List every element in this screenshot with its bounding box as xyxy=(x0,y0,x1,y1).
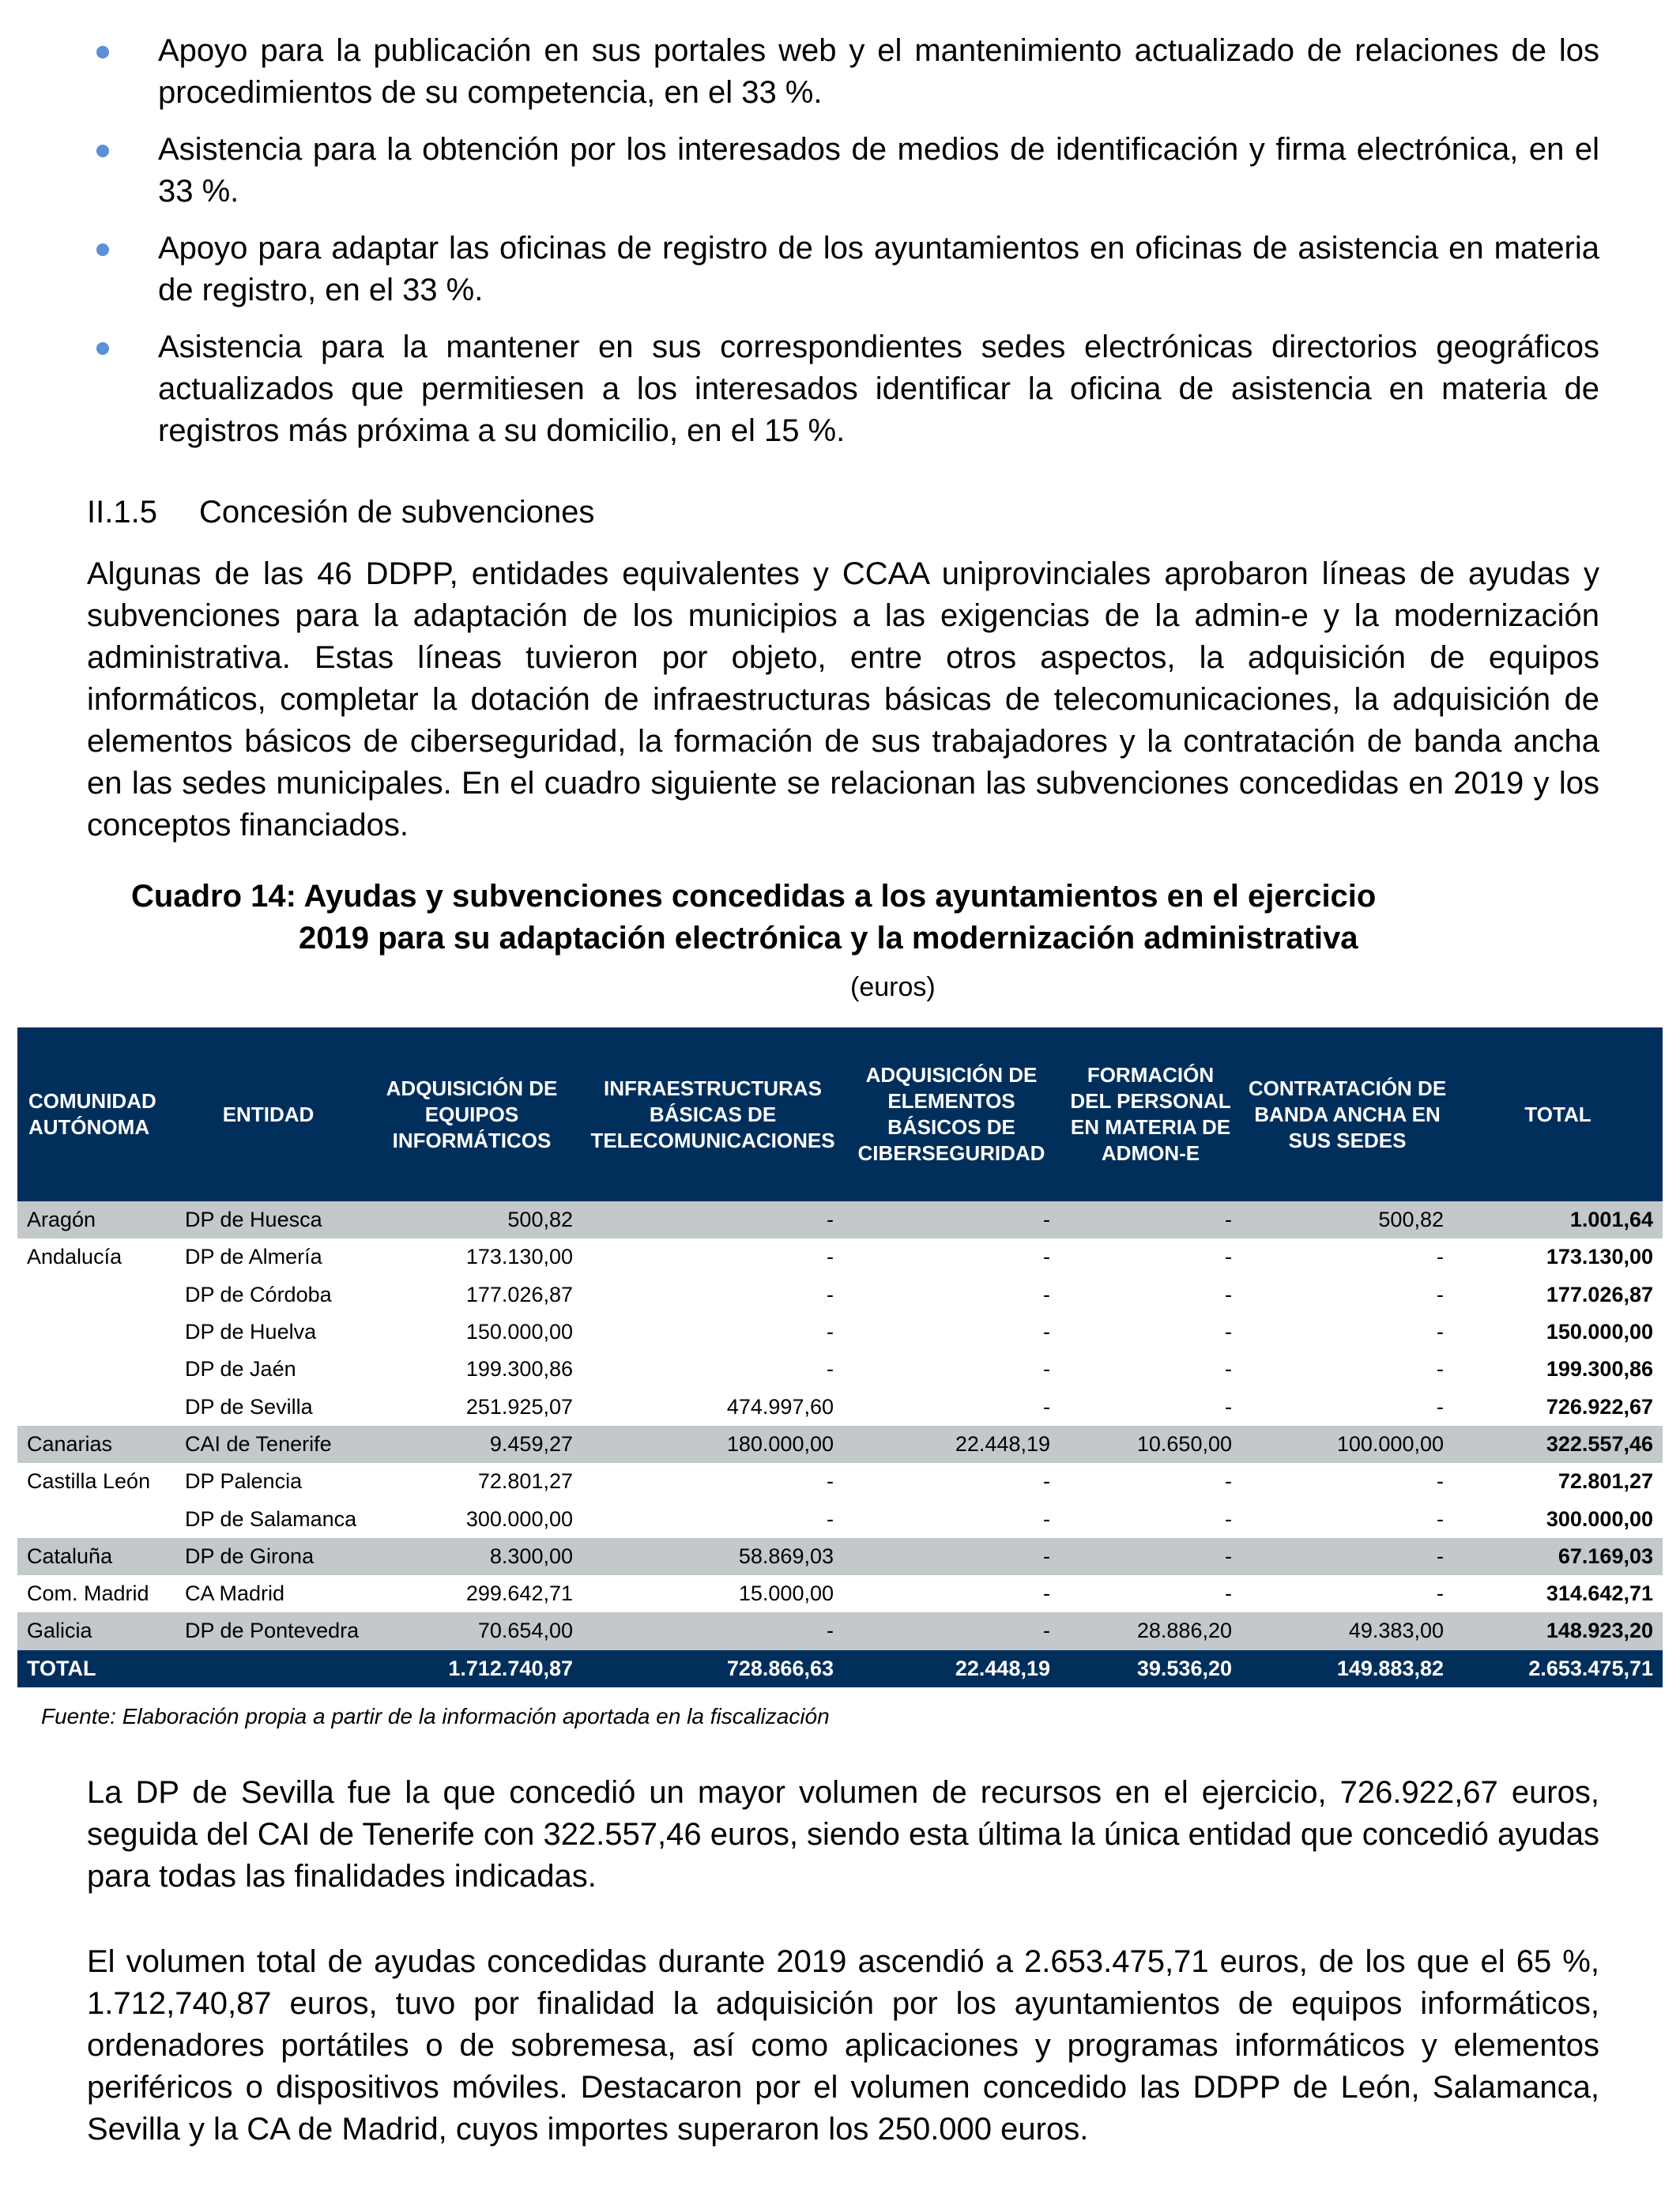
cell-banda: 500,82 xyxy=(1241,1201,1453,1238)
total-infra: 728.866,63 xyxy=(582,1650,843,1687)
intro-paragraph: Algunas de las 46 DDPP, entidades equivalentes y CCAA uniprovinciales aprobaron líneas de ayudas y subvenciones para la adaptación de los municipios a las exigencias de la admin-e y la modernización administrativa. Estas líneas tuvieron por objeto, entre otros aspectos, la adquisición de equipos informáticos, completar la dotación de infraestructuras básicas de telecomunicaciones, la adquisición de elementos básicos de ciberseguridad, la formación de sus trabajadores y la contratación de banda ancha en las sedes municipales. En el cuadro siguiente se relacionan las subvenciones concedidas en 2019 y los conceptos financiados. xyxy=(87,556,1599,843)
cell-infra: - xyxy=(827,1245,834,1269)
table-row xyxy=(17,1426,1663,1463)
cell-entidad: DP de Huesca xyxy=(175,1201,361,1238)
cell-equipos: 9.459,27 xyxy=(361,1426,582,1463)
header-formacion: FORMACIÓN DEL PERSONAL EN MATERIA DE ADMON-E xyxy=(1060,1027,1241,1201)
cell-infra: - xyxy=(827,1282,834,1306)
cell-ciber: - xyxy=(1043,1357,1050,1382)
cell-total: 726.922,67 xyxy=(1546,1394,1653,1419)
table-row xyxy=(17,1351,1663,1388)
cell-ciber: - xyxy=(1043,1394,1050,1419)
cell-ciber: - xyxy=(1043,1506,1050,1531)
total-label: TOTAL xyxy=(17,1650,175,1687)
total-ciber: 22.448,19 xyxy=(843,1650,1060,1687)
table-row xyxy=(17,1575,1663,1612)
section-heading xyxy=(87,492,594,533)
cell-ciber: - xyxy=(1043,1469,1050,1494)
table-row xyxy=(17,1238,1663,1276)
cell-total: 177.026,87 xyxy=(1546,1282,1653,1306)
cell-total: 72.801,27 xyxy=(1558,1469,1653,1494)
table-row xyxy=(17,1276,1663,1314)
cell-equipos: 299.642,71 xyxy=(465,1581,573,1606)
source-label: Fuente xyxy=(41,1704,111,1728)
cell-entidad: DP de Almería xyxy=(185,1245,322,1269)
cell-infra: 180.000,00 xyxy=(582,1426,843,1463)
cell-ccaa xyxy=(17,1351,175,1388)
cell-ccaa xyxy=(17,1276,175,1314)
cell-ciber: - xyxy=(1043,1320,1050,1344)
cell-ccaa: Castilla León xyxy=(27,1469,151,1494)
cell-banda: - xyxy=(1437,1469,1444,1494)
table-row xyxy=(17,1388,1663,1425)
table-row xyxy=(17,1500,1663,1537)
table-row xyxy=(17,1201,1663,1238)
bullet-item: Asistencia para la mantener en sus correspondientes sedes electrónicas directorios geográficos actualizados que permitiesen a los interesados identificar la oficina de asistencia en materia de registros más próxima a su domicilio, en el 15 %. xyxy=(158,326,1599,452)
cell-formacion: - xyxy=(1225,1581,1232,1606)
cell-infra: - xyxy=(582,1612,843,1649)
cell-equipos: 70.654,00 xyxy=(361,1612,582,1649)
cell-equipos: 251.925,07 xyxy=(465,1394,573,1419)
cell-formacion: - xyxy=(1225,1506,1232,1531)
table-source xyxy=(41,1704,830,1729)
cell-equipos: 500,82 xyxy=(361,1201,582,1238)
cell-entidad: DP de Pontevedra xyxy=(175,1612,361,1649)
bullet-dot-icon xyxy=(96,145,109,157)
cell-ccaa xyxy=(17,1388,175,1425)
total-formacion: 39.536,20 xyxy=(1060,1650,1241,1687)
table-row xyxy=(17,1612,1663,1649)
cell-infra: - xyxy=(582,1201,843,1238)
cell-total: 314.642,71 xyxy=(1546,1581,1653,1606)
cell-total: 322.557,46 xyxy=(1453,1426,1663,1463)
cell-ccaa: Aragón xyxy=(17,1201,175,1238)
paragraph-2: La DP de Sevilla fue la que concedió un mayor volumen de recursos en el ejercicio, 726.922,67 euros, seguida del CAI de Tenerife con 322.557,46 euros, siendo esta última la única entidad que concedió ayudas para todas las finalidades indicadas. xyxy=(87,1775,1599,1894)
cell-banda: - xyxy=(1437,1394,1444,1419)
bullet-dot-icon xyxy=(96,243,109,256)
cell-ciber: - xyxy=(1043,1581,1050,1606)
cell-banda: - xyxy=(1437,1357,1444,1382)
table-total-row xyxy=(17,1650,1663,1687)
cell-formacion: - xyxy=(1225,1357,1232,1382)
cell-equipos: 8.300,00 xyxy=(361,1538,582,1575)
cell-formacion: - xyxy=(1225,1320,1232,1344)
cell-total: 199.300,86 xyxy=(1546,1357,1653,1382)
cell-banda: - xyxy=(1437,1581,1444,1606)
cell-entidad: CAI de Tenerife xyxy=(175,1426,361,1463)
section-title: Concesión de subvenciones xyxy=(199,495,595,530)
cell-ciber: 22.448,19 xyxy=(843,1426,1060,1463)
cell-entidad: DP Palencia xyxy=(185,1469,303,1494)
paragraph-3: El volumen total de ayudas concedidas durante 2019 ascendió a 2.653.475,71 euros, de los que el 65 %, 1.712,740,87 euros, tuvo por finalidad la adquisición por los ayuntamientos de equipos informáticos, ordenadores portátiles o de sobremesa, así como aplicaciones y programas informáticos y elementos periféricos o dispositivos móviles. Destacaron por el volumen concedido las DDPP de León, Salamanca, Sevilla y la CA de Madrid, cuyos importes superaron los 250.000 euros. xyxy=(87,1944,1599,2147)
header-entidad: ENTIDAD xyxy=(175,1027,361,1201)
cell-ciber: - xyxy=(1043,1245,1050,1269)
cell-formacion: 10.650,00 xyxy=(1060,1426,1241,1463)
cell-total: 150.000,00 xyxy=(1546,1320,1653,1344)
cell-formacion: - xyxy=(1060,1538,1241,1575)
cell-ccaa xyxy=(17,1500,175,1537)
table-title-line-2: 2019 para su adaptación electrónica y la modernización administrativa xyxy=(299,921,1358,956)
cell-equipos: 300.000,00 xyxy=(465,1506,573,1531)
cell-infra: 58.869,03 xyxy=(582,1538,843,1575)
cell-infra: 15.000,00 xyxy=(738,1581,834,1606)
table-row xyxy=(17,1463,1663,1500)
cell-ccaa: Andalucía xyxy=(27,1245,122,1269)
total-banda: 149.883,82 xyxy=(1241,1650,1453,1687)
table-header-row xyxy=(17,1027,1663,1201)
source-text: : Elaboración propia a partir de la información aportada en la fiscalización xyxy=(110,1704,830,1728)
bullet-item: Asistencia para la obtención por los interesados de medios de identificación y firma electrónica, en el 33 %. xyxy=(158,129,1599,213)
table-units: (euros) xyxy=(850,972,936,1002)
cell-equipos: 177.026,87 xyxy=(465,1282,573,1306)
cell-ccaa: Galicia xyxy=(17,1612,175,1649)
cell-entidad: DP de Salamanca xyxy=(185,1506,357,1531)
cell-entidad: CA Madrid xyxy=(185,1581,285,1606)
section-number: II.1.5 xyxy=(87,495,157,530)
header-infraestructuras: INFRAESTRUCTURAS BÁSICAS DE TELECOMUNICACIONES xyxy=(582,1027,843,1201)
cell-entidad: DP de Huelva xyxy=(185,1320,317,1344)
cell-entidad: DP de Córdoba xyxy=(185,1282,332,1306)
header-total: TOTAL xyxy=(1453,1027,1663,1201)
table-title xyxy=(0,876,1680,959)
cell-ccaa: Canarias xyxy=(17,1426,175,1463)
cell-infra: 474.997,60 xyxy=(726,1394,834,1419)
cell-ciber: - xyxy=(843,1538,1060,1575)
cell-banda: - xyxy=(1437,1506,1444,1531)
cell-banda: - xyxy=(1437,1282,1444,1306)
table-title-line-1: Cuadro 14: Ayudas y subvenciones concedidas a los ayuntamientos en el ejercicio xyxy=(131,879,1377,914)
cell-formacion: - xyxy=(1225,1282,1232,1306)
cell-total: 1.001,64 xyxy=(1453,1201,1663,1238)
cell-equipos: 150.000,00 xyxy=(465,1320,573,1344)
total-empty xyxy=(175,1650,361,1687)
bullet-dot-icon xyxy=(96,342,109,355)
cell-entidad: DP de Jaén xyxy=(185,1357,296,1382)
cell-total: 300.000,00 xyxy=(1546,1506,1653,1531)
table-row xyxy=(17,1538,1663,1575)
cell-ciber: - xyxy=(843,1201,1060,1238)
table-row xyxy=(17,1314,1663,1351)
cell-formacion: - xyxy=(1225,1394,1232,1419)
cell-equipos: 199.300,86 xyxy=(465,1357,573,1382)
cell-equipos: 72.801,27 xyxy=(477,1469,573,1494)
cell-banda: - xyxy=(1437,1245,1444,1269)
cell-banda: 49.383,00 xyxy=(1241,1612,1453,1649)
total-equipos: 1.712.740,87 xyxy=(361,1650,582,1687)
cell-formacion: - xyxy=(1060,1201,1241,1238)
subsidies-table xyxy=(17,1027,1663,1687)
cell-formacion: - xyxy=(1225,1245,1232,1269)
bullet-item: Apoyo para adaptar las oficinas de registro de los ayuntamientos en oficinas de asistencia en materia de registro, en el 33 %. xyxy=(158,228,1599,311)
bullet-list xyxy=(158,30,1599,467)
cell-total: 173.130,00 xyxy=(1546,1245,1653,1269)
cell-banda: - xyxy=(1241,1538,1453,1575)
cell-total: 67.169,03 xyxy=(1453,1538,1663,1575)
total-total: 2.653.475,71 xyxy=(1453,1650,1663,1687)
cell-entidad: DP de Sevilla xyxy=(185,1394,313,1419)
cell-infra: - xyxy=(827,1506,834,1531)
cell-infra: - xyxy=(827,1469,834,1494)
bullet-item: Apoyo para la publicación en sus portales web y el mantenimiento actualizado de relaciones de los procedimientos de su competencia, en el 33 %. xyxy=(158,30,1599,114)
header-equipos: ADQUISICIÓN DE EQUIPOS INFORMÁTICOS xyxy=(361,1027,582,1201)
header-banda-ancha: CONTRATACIÓN DE BANDA ANCHA EN SUS SEDES xyxy=(1241,1027,1453,1201)
cell-ccaa: Cataluña xyxy=(17,1538,175,1575)
cell-ccaa: Com. Madrid xyxy=(27,1581,149,1606)
header-comunidad: COMUNIDAD AUTÓNOMA xyxy=(17,1027,175,1201)
cell-infra: - xyxy=(827,1320,834,1344)
cell-equipos: 173.130,00 xyxy=(465,1245,573,1269)
cell-ccaa xyxy=(17,1314,175,1351)
cell-formacion: 28.886,20 xyxy=(1060,1612,1241,1649)
cell-banda: - xyxy=(1437,1320,1444,1344)
cell-ciber: - xyxy=(1043,1282,1050,1306)
cell-ciber: - xyxy=(843,1612,1060,1649)
cell-formacion: - xyxy=(1225,1469,1232,1494)
cell-entidad: DP de Girona xyxy=(175,1538,361,1575)
cell-total: 148.923,20 xyxy=(1453,1612,1663,1649)
bullet-dot-icon xyxy=(96,46,109,58)
cell-infra: - xyxy=(827,1357,834,1382)
header-ciberseguridad: ADQUISICIÓN DE ELEMENTOS BÁSICOS DE CIBERSEGURIDAD xyxy=(843,1027,1060,1201)
cell-banda: 100.000,00 xyxy=(1241,1426,1453,1463)
